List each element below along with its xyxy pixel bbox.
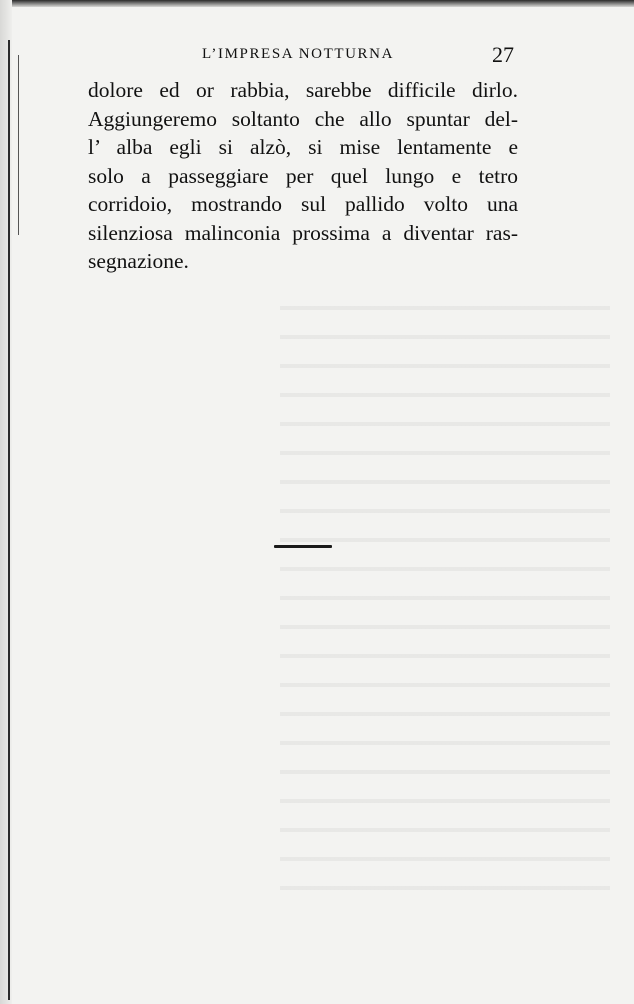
text-line: Aggiungeremo soltanto che allo spuntar del- <box>88 106 518 131</box>
show-through-text <box>280 290 610 910</box>
page-header <box>0 42 634 78</box>
text-line: solo a passeggiare per quel lungo e tetro <box>88 163 518 188</box>
text-line: segnazione. <box>88 249 189 273</box>
binding-shadow <box>8 40 10 1000</box>
page-left-edge <box>0 0 12 1004</box>
text-line: dolore ed or rabbia, sarebbe difficile dirlo. <box>88 78 518 102</box>
page-top-edge <box>0 0 634 7</box>
section-end-rule <box>274 545 332 548</box>
binding-mark <box>18 55 19 235</box>
body-text <box>88 76 518 276</box>
page-number: 27 <box>492 42 514 67</box>
text-line: silenziosa malinconia prossima a diventar ras- <box>88 220 518 245</box>
text-line: corridoio, mostrando sul pallido volto una <box>88 192 518 216</box>
running-head: L’IMPRESA NOTTURNA <box>202 46 395 62</box>
text-line: l’ alba egli si alzò, si mise lentamente e <box>88 135 518 159</box>
